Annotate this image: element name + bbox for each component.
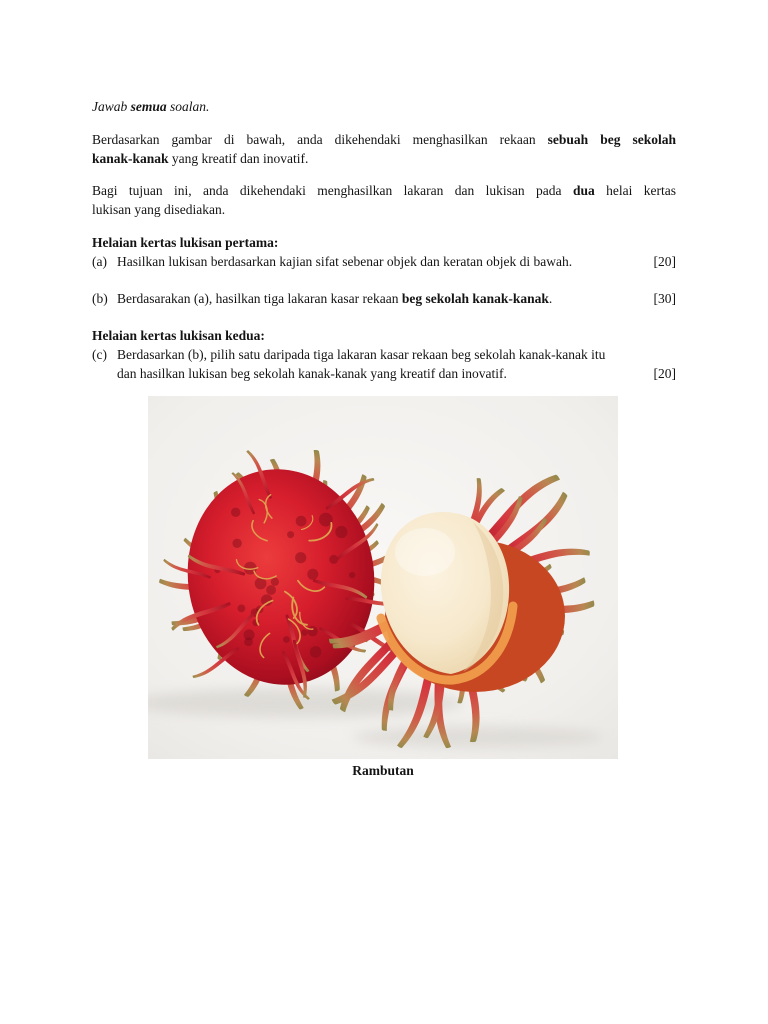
rambutan-illustration	[148, 396, 618, 759]
question-b-text: Berdasarakan (a), hasilkan tiga lakaran kasar rekaan beg sekolah kanak-kanak.	[117, 291, 553, 306]
question-item-a	[92, 252, 676, 271]
question-c-text: Berdasarkan (b), pilih satu daripada tiga lakaran kasar rekaan beg sekolah kanak-kanak itu dan hasilkan lukisan beg sekolah kanak-kanak yang kreatif dan inovatif.	[117, 347, 606, 381]
paragraph-task-brief: Berdasarkan gambar di bawah, anda dikehendaki menghasilkan rekaan sebuah beg sekolah kanak-kanak yang kreatif dan inovatif.	[92, 132, 676, 166]
flesh-highlight	[395, 528, 455, 576]
question-b-marks: [30]	[653, 291, 676, 306]
question-item-c	[92, 345, 676, 383]
paragraph-purpose: Bagi tujuan ini, anda dikehendaki menghasilkan lakaran dan lukisan pada dua helai kertas lukisan yang disediakan.	[92, 183, 676, 217]
section-heading-first-sheet: Helaian kertas lukisan pertama:	[92, 235, 279, 250]
question-a-label: (a)	[92, 254, 107, 269]
rambutan-photo	[148, 396, 618, 759]
instruction-line: Jawab semua soalan.	[92, 99, 210, 114]
question-b-label: (b)	[92, 291, 108, 306]
question-a-marks: [20]	[653, 254, 676, 269]
figure-caption: Rambutan	[352, 763, 414, 778]
question-c-marks: [20]	[653, 366, 676, 381]
question-a-text: Hasilkan lukisan berdasarkan kajian sifat sebenar objek dan keratan objek di bawah.	[117, 254, 573, 269]
section-heading-second-sheet: Helaian kertas lukisan kedua:	[92, 328, 265, 343]
rambutan-figure	[148, 396, 618, 779]
question-c-label: (c)	[92, 347, 107, 362]
question-item-b	[92, 289, 676, 308]
